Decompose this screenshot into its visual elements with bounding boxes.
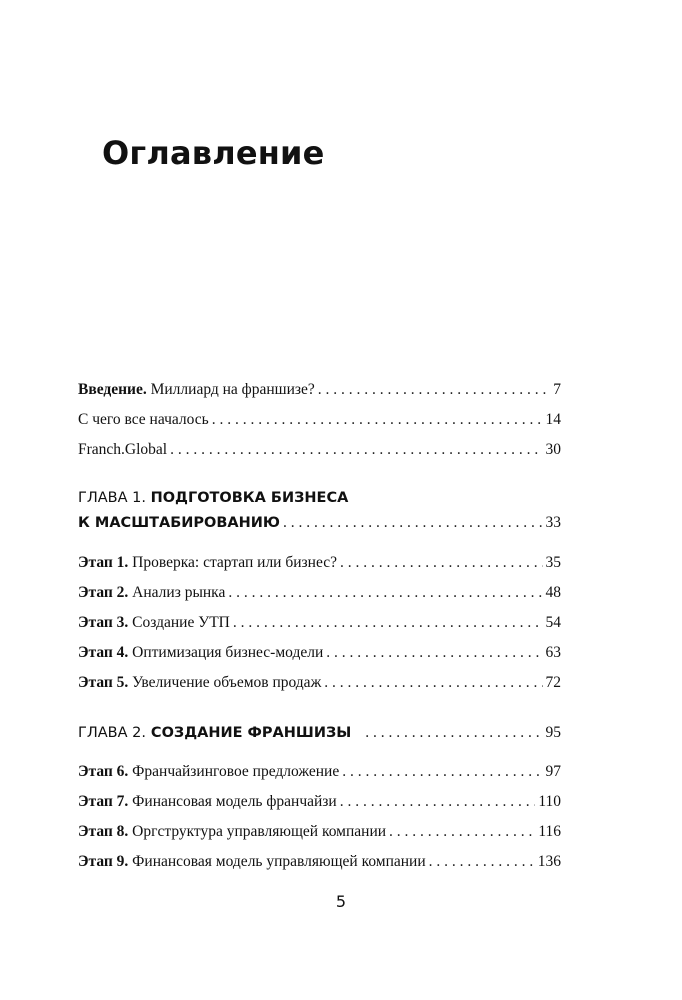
chapter-name-line2: К МАСШТАБИРОВАНИЮ (78, 515, 280, 531)
entry-prefix: Этап 3. (78, 614, 129, 631)
entry-title: Анализ рынка (132, 584, 226, 601)
entry-title: Финансовая модель франчайзи (132, 793, 337, 810)
entry-prefix: Этап 9. (78, 853, 129, 870)
dot-leader (283, 514, 543, 532)
dot-leader (318, 381, 550, 399)
dot-leader (170, 441, 542, 459)
toc-entry-intro[interactable] (78, 381, 561, 411)
page-number: 5 (335, 892, 347, 911)
entry-page: 54 (545, 614, 561, 631)
entry-page: 110 (538, 793, 561, 810)
entry-page: 116 (538, 823, 561, 840)
dot-leader (228, 584, 542, 602)
entry-title: Миллиард на франшизе? (146, 381, 315, 398)
toc-entry-stage-2[interactable] (78, 584, 561, 614)
dot-leader (212, 411, 543, 429)
entry-page: 63 (545, 644, 561, 661)
toc-entry-franch-global[interactable] (78, 441, 561, 471)
toc-entry-stage-8[interactable] (78, 823, 561, 853)
entry-title: Проверка: стартап или бизнес? (132, 554, 337, 571)
chapter-1-heading[interactable] (78, 490, 561, 544)
entry-page: 136 (537, 853, 561, 870)
dot-leader (342, 763, 542, 781)
entry-title: Franch.Global (78, 441, 168, 458)
toc-entry-stage-5[interactable] (78, 674, 561, 704)
entry-title: Франчайзинговое предложение (132, 763, 340, 780)
toc-entry-beginning[interactable] (78, 411, 561, 441)
entry-page: 30 (545, 441, 561, 458)
toc-entry-stage-1[interactable] (78, 554, 561, 584)
toc-entry-stage-6[interactable] (78, 763, 561, 793)
toc-entry-stage-4[interactable] (78, 644, 561, 674)
entry-prefix: Этап 8. (78, 823, 129, 840)
entry-title: Создание УТП (132, 614, 230, 631)
entry-prefix: Этап 4. (78, 644, 129, 661)
dot-leader (365, 724, 542, 742)
entry-page: 35 (545, 554, 561, 571)
entry-page: 97 (545, 763, 561, 780)
chapter-2-heading[interactable] (78, 723, 561, 753)
chapter-page: 95 (545, 724, 561, 741)
entry-title: Финансовая модель управляющей компании (132, 853, 426, 870)
entry-title: С чего все началось (78, 411, 209, 428)
entry-page: 14 (545, 411, 561, 428)
dot-leader (326, 644, 542, 662)
entry-page: 7 (553, 381, 561, 398)
entry-prefix: Этап 7. (78, 793, 129, 810)
table-of-contents (78, 381, 561, 883)
chapter-name: СОЗДАНИЕ ФРАНШИЗЫ (150, 725, 352, 741)
page-title: Оглавление (102, 134, 325, 172)
chapter-name-line1: ПОДГОТОВКА БИЗНЕСА (150, 490, 349, 506)
entry-prefix: Этап 6. (78, 763, 129, 780)
entry-prefix: Введение. (78, 381, 147, 398)
entry-title: Увеличение объемов продаж (132, 674, 322, 691)
entry-prefix: Этап 2. (78, 584, 129, 601)
entry-prefix: Этап 5. (78, 674, 129, 691)
chapter-page: 33 (545, 514, 561, 531)
entry-prefix: Этап 1. (78, 554, 129, 571)
dot-leader (324, 674, 542, 692)
chapter-label: ГЛАВА 1. (78, 490, 146, 506)
dot-leader (340, 793, 536, 811)
chapter-label: ГЛАВА 2. (78, 725, 146, 741)
entry-title: Оргструктура управляющей компании (132, 823, 387, 840)
entry-title: Оптимизация бизнес-модели (132, 644, 324, 661)
dot-leader (340, 554, 543, 572)
toc-entry-stage-7[interactable] (78, 793, 561, 823)
dot-leader (233, 614, 543, 632)
toc-entry-stage-9[interactable] (78, 853, 561, 883)
entry-page: 72 (545, 674, 561, 691)
dot-leader (389, 823, 535, 841)
entry-page: 48 (545, 584, 561, 601)
dot-leader (429, 853, 535, 871)
toc-entry-stage-3[interactable] (78, 614, 561, 644)
